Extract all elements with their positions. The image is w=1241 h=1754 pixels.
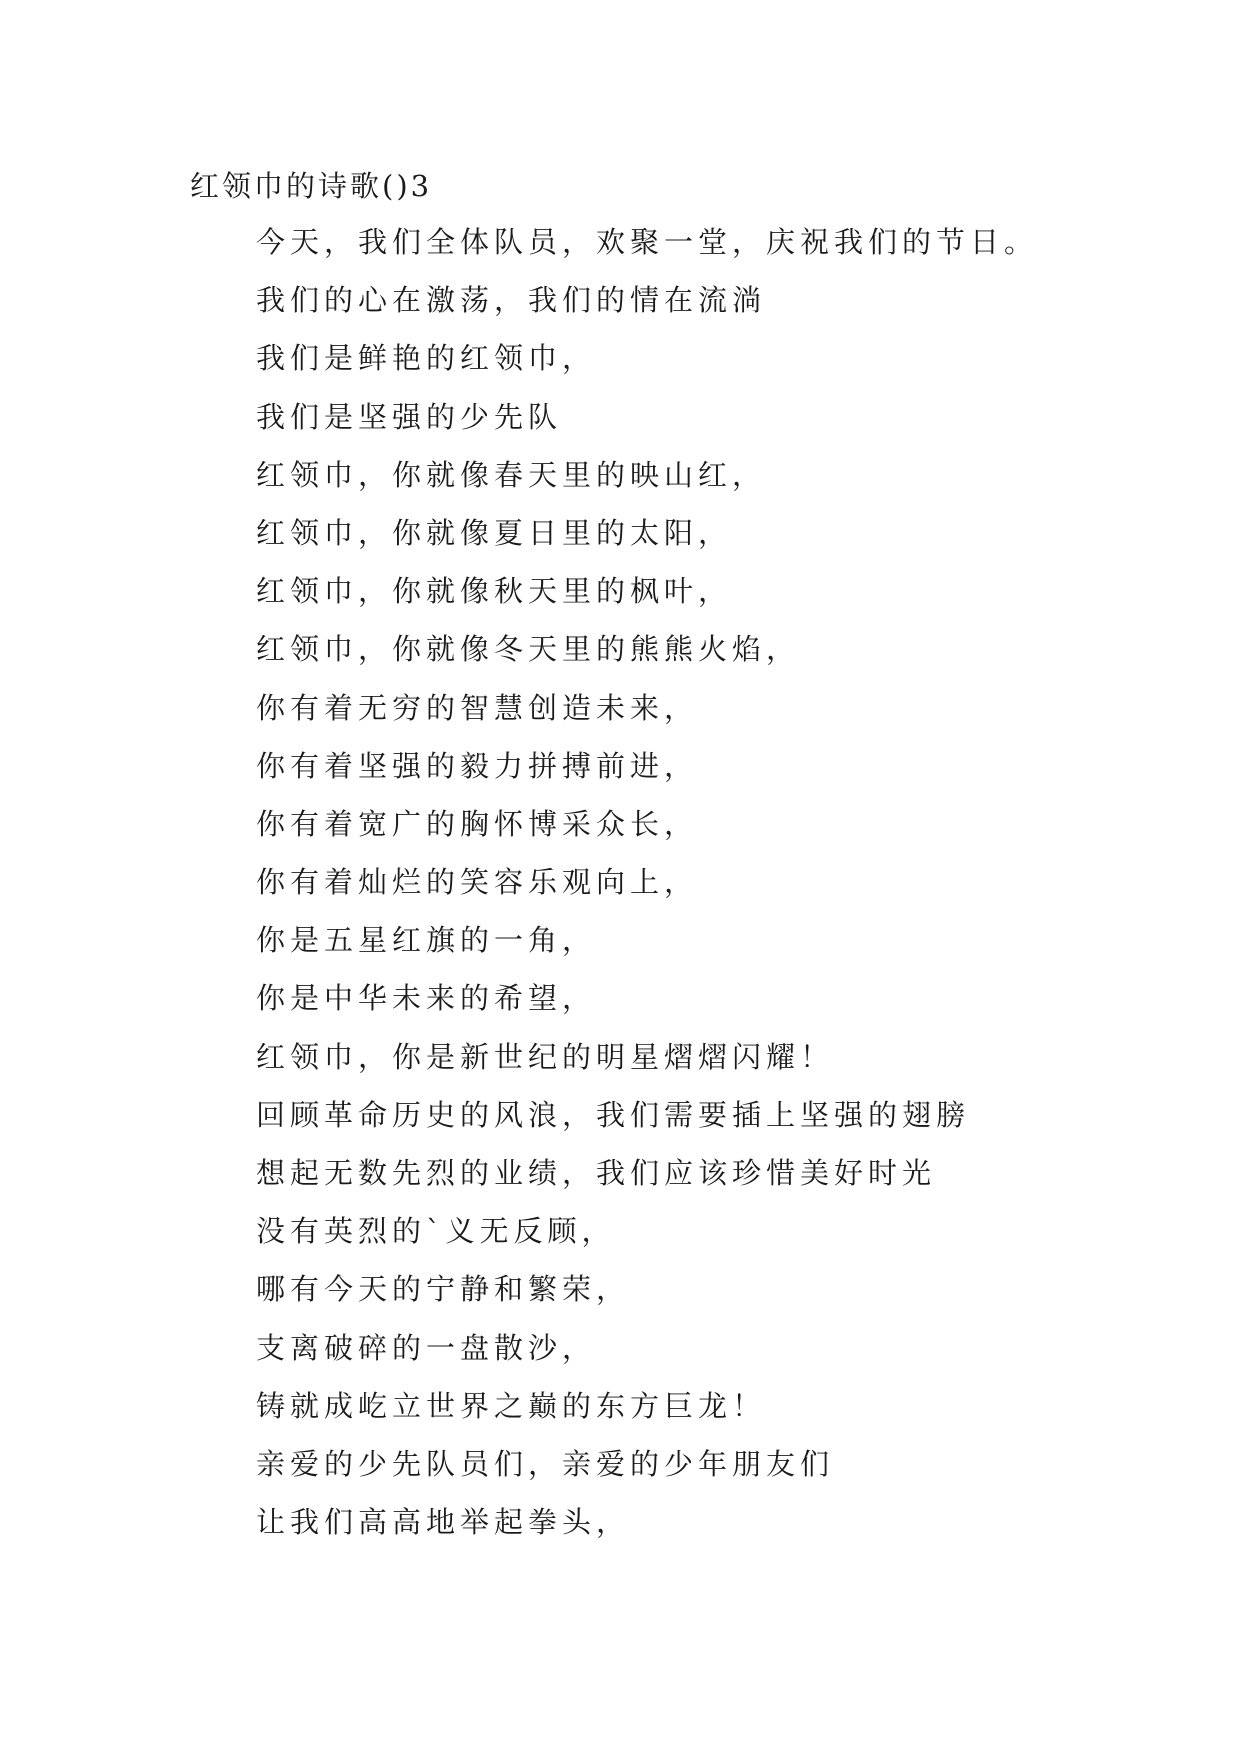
- poem-line: 红领巾，你是新世纪的明星熠熠闪耀！: [256, 1039, 835, 1074]
- poem-line: 你有着宽广的胸怀博采众长，: [256, 806, 699, 841]
- poem-line: 支离破碎的一盘散沙，: [256, 1330, 597, 1365]
- poem-line: 红领巾，你就像春天里的映山红，: [256, 457, 767, 492]
- poem-line: 铸就成屹立世界之巅的东方巨龙！: [256, 1388, 767, 1423]
- poem-line: 红领巾，你就像秋天里的枫叶，: [256, 574, 733, 609]
- poem-line: 我们的心在激荡，我们的情在流淌: [256, 283, 767, 318]
- poem-body: [256, 220, 1038, 1558]
- poem-line: 亲爱的少先队员们，亲爱的少年朋友们: [256, 1446, 835, 1481]
- poem-line: 我们是坚强的少先队: [256, 399, 563, 434]
- poem-line: 今天，我们全体队员，欢聚一堂，庆祝我们的节日。: [256, 225, 1039, 259]
- document-title: 红领巾的诗歌()3: [190, 169, 433, 203]
- poem-line: 你有着坚强的毅力拼搏前进，: [256, 748, 699, 783]
- poem-line: 红领巾，你就像夏日里的太阳，: [256, 515, 733, 550]
- poem-line: 你有着灿烂的笑容乐观向上，: [256, 865, 699, 900]
- poem-line: 我们是鲜艳的红领巾，: [256, 341, 597, 376]
- poem-line: 没有英烈的`义无反顾，: [256, 1214, 616, 1249]
- poem-line: 哪有今天的宁静和繁荣，: [256, 1272, 631, 1307]
- poem-line: 想起无数先烈的业绩，我们应该珍惜美好时光: [256, 1156, 937, 1190]
- poem-line: 你是中华未来的希望，: [256, 981, 597, 1016]
- poem-line: 你有着无穷的智慧创造未来，: [256, 690, 699, 725]
- poem-line: 让我们高高地举起拳头，: [256, 1505, 631, 1540]
- poem-line: 你是五星红旗的一角，: [256, 923, 597, 958]
- poem-line: 回顾革命历史的风浪，我们需要插上坚强的翅膀: [256, 1097, 971, 1132]
- poem-line: 红领巾，你就像冬天里的熊熊火焰，: [256, 632, 801, 667]
